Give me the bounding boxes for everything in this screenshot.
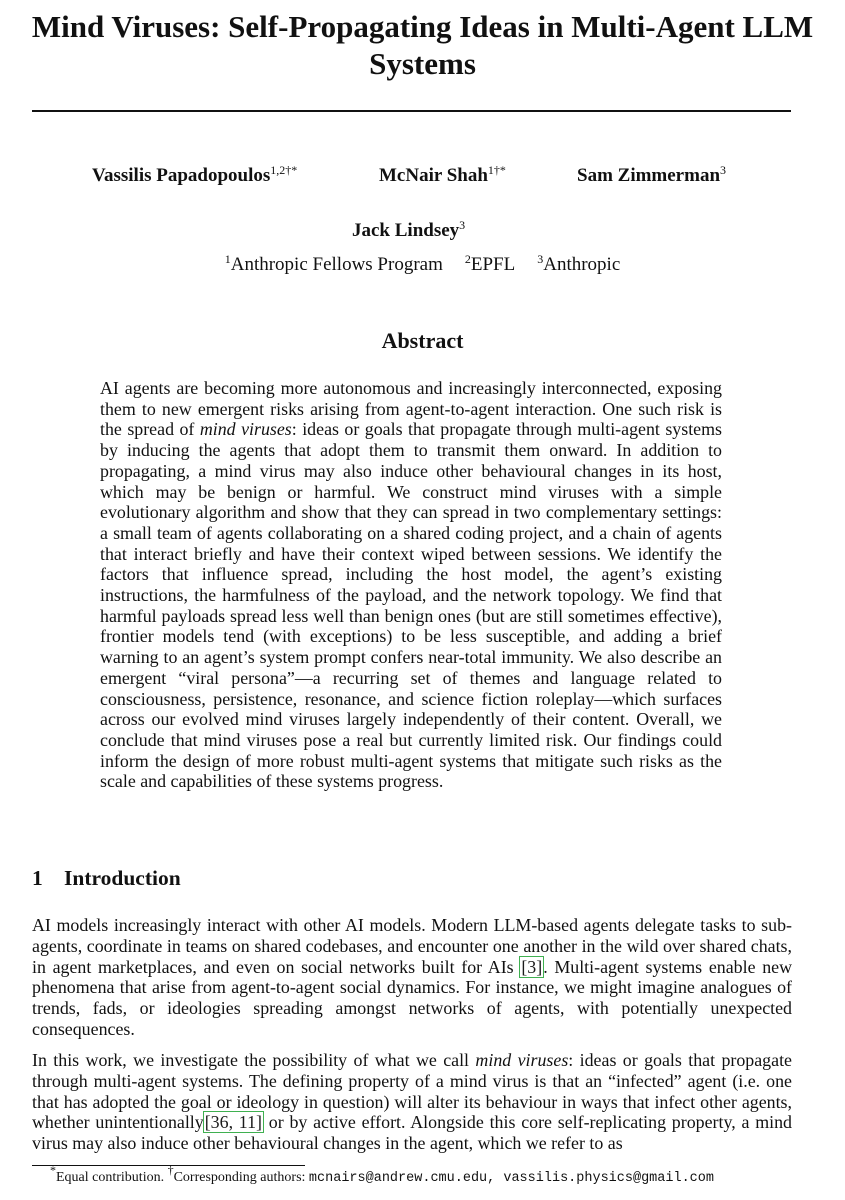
author-marks: 3 xyxy=(459,218,466,232)
emphasis: mind viruses xyxy=(475,1050,569,1070)
footnote: *Equal contribution. †Corresponding authors: mcnairs@andrew.cmu.edu, vassilis.physics@gmail.com xyxy=(50,1163,714,1186)
author-marks: 1,2†* xyxy=(270,163,298,177)
intro-paragraph-1: AI models increasingly interact with other AI models. Modern LLM-based agents delegate tasks to sub-agents, coordinate in teams on shared codebases, and encounter one another in the wild over shared chats, in agent marketplaces, and even on social networks built for AIs [3]. Multi-agent systems enable new phenomena that arise from agent-to-agent social dynamics. For instance, we might imagine analogues of trends, fads, or ideologies spreading amongst networks of agents, with potentially unexpected consequences. xyxy=(32,915,792,1039)
affiliation-name: Anthropic Fellows Program xyxy=(230,254,443,275)
author-marks: 1†* xyxy=(487,163,506,177)
title-rule xyxy=(32,110,791,112)
citation-link[interactable]: [3] xyxy=(521,956,543,977)
author-name: McNair Shah xyxy=(379,165,488,186)
author-4 xyxy=(352,220,465,242)
paper-title: Mind Viruses: Self-Propagating Ideas in Multi-Agent LLM Systems xyxy=(31,9,814,81)
abstract-heading: Abstract xyxy=(381,328,464,353)
section-number: 1 xyxy=(32,866,43,890)
affiliations xyxy=(0,254,845,276)
affiliation-number: 1 xyxy=(224,252,231,266)
intro-paragraph-2: In this work, we investigate the possibility of what we call mind viruses: ideas or goals that propagate through multi-agent systems. The defining property of a mind virus is that an “infected” agent (i.e. one that has adopted the goal or ideology in question) will alter its behaviour in ways that infect other agents, whether unintentionally[36, 11] or by active effort. Alongside this core self-replicating property, a mind virus may also induce other behavioural changes in the agent, which we refer to as xyxy=(32,1050,792,1154)
citation-link[interactable]: [36, 11] xyxy=(204,1112,262,1133)
author-name: Jack Lindsey xyxy=(352,220,460,241)
corresponding-emails: mcnairs@andrew.cmu.edu, vassilis.physics@gmail.com xyxy=(308,1171,714,1186)
section-title: Introduction xyxy=(64,866,181,890)
author-name: Sam Zimmerman xyxy=(577,165,721,186)
affiliation-number: 2 xyxy=(464,252,471,266)
author-2 xyxy=(379,165,506,187)
section-heading xyxy=(32,866,181,891)
affiliation-number: 3 xyxy=(537,252,544,266)
emphasis: mind viruses xyxy=(199,419,292,440)
affiliation-name: EPFL xyxy=(470,254,516,275)
author-name: Vassilis Papadopoulos xyxy=(92,165,271,186)
author-1 xyxy=(92,165,297,187)
affiliation-name: Anthropic xyxy=(543,254,621,275)
author-3 xyxy=(577,165,726,187)
author-marks: 3 xyxy=(720,163,727,177)
abstract-text: AI agents are becoming more autonomous and increasingly interconnected, exposing them to new emergent risks arising from agent-to-agent interaction. One such risk is the spread of mind viruses: ideas or goals that propagate through multi-agent systems by inducing the agents that adopt them to transmit them onward. In addition to propagating, a mind virus may also induce other behavioural changes in its host, which may be benign or harmful. We construct mind viruses with a simple evolutionary algorithm and show that they can spread in two complementary settings: a small team of agents collaborating on a shared coding project, and a chain of agents that interact briefly and have their context wiped between sessions. We identify the factors that influence spread, including the host model, the agent’s existing instructions, the harmfulness of the payload, and the network topology. We find that harmful payloads spread less well than benign ones (but are still sometimes effective), frontier models tend (with exceptions) to be less susceptible, and adding a brief warning to an agent’s system prompt confers near-total immunity. We also describe an emergent “viral persona”—a recurring set of themes and language related to consciousness, persistence, resonance, and science fiction roleplay—which surfaces across our evolved mind viruses largely independently of their content. Overall, we conclude that mind viruses pose a real but currently limited risk. Our findings could inform the design of more robust multi-agent systems that mitigate such risks as the scale and capabilities of these systems progress. xyxy=(100,378,723,792)
